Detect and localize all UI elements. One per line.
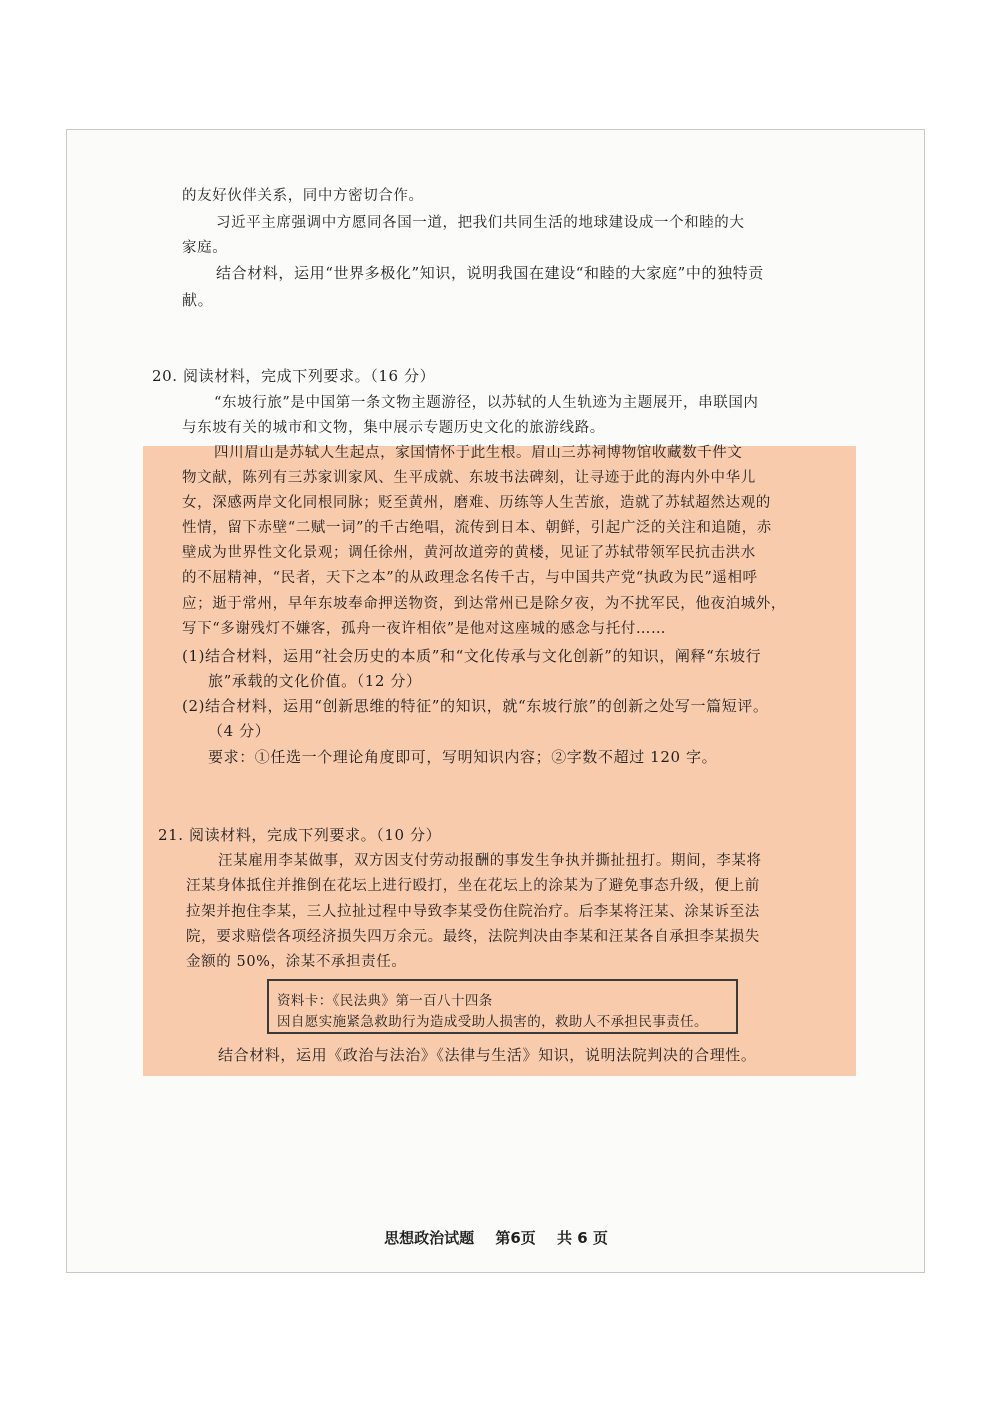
q20-title: 20. 阅读材料，完成下列要求。（16 分） bbox=[152, 367, 436, 385]
footer-total: 共 6 页 bbox=[557, 1229, 608, 1247]
q20-material-line: 物文献，陈列有三苏家训家风、生平成就、东坡书法碑刻，让寻迹于此的海内外中华儿 bbox=[182, 470, 756, 486]
page-footer bbox=[0, 1227, 992, 1248]
q20-material-line: 与东坡有关的城市和文物，集中展示专题历史文化的旅游线路。 bbox=[182, 420, 605, 436]
q20-material-line: 女，深感两岸文化同根同脉；贬至黄州，磨难、历练等人生苦旅，造就了苏轼超然达观的 bbox=[182, 495, 771, 511]
q20-material-line: 四川眉山是苏轼人生起点，家国情怀于此生根。眉山三苏祠博物馆收藏数千件文 bbox=[214, 445, 743, 461]
info-card bbox=[267, 979, 738, 1034]
top-question-line: 献。 bbox=[182, 291, 214, 309]
info-card-title: 资料卡：《民法典》第一百八十四条 bbox=[277, 993, 493, 1009]
q21-question: 结合材料，运用《政治与法治》《法律与生活》知识，说明法院判决的合理性。 bbox=[218, 1046, 757, 1064]
q21-material-line: 汪某身体抵住并推倒在花坛上进行殴打，坐在花坛上的涂某为了避免事态升级，便上前 bbox=[186, 878, 760, 894]
q20-material-line: 壁成为世界性文化景观；调任徐州，黄河故道旁的黄楼，见证了苏轼带领军民抗击洪水 bbox=[182, 545, 756, 561]
q21-material-line: 汪某雇用李某做事，双方因支付劳动报酬的事发生争执并撕扯扭打。期间，李某将 bbox=[218, 853, 762, 869]
top-question-line: 结合材料，运用“世界多极化”知识，说明我国在建设“和睦的大家庭”中的独特贡 bbox=[216, 264, 764, 282]
q21-material-line: 拉架并抱住李某，三人拉扯过程中导致李某受伤住院治疗。后李某将汪某、涂某诉至法 bbox=[186, 904, 760, 920]
footer-page: 第6页 bbox=[495, 1229, 536, 1247]
q20-material-line: “东坡行旅”是中国第一条文物主题游径，以苏轼的人生轨迹为主题展开，串联国内 bbox=[214, 395, 759, 411]
top-line: 习近平主席强调中方愿同各国一道，把我们共同生活的地球建设成一个和睦的大 bbox=[216, 215, 745, 231]
top-line: 家庭。 bbox=[182, 240, 228, 256]
footer-subject: 思想政治试题 bbox=[384, 1229, 475, 1247]
q21-material-line: 金额的 50%，涂某不承担责任。 bbox=[186, 954, 407, 970]
q20-material-line: 的不屈精神，“民者，天下之本”的从政理念名传千古，与中国共产党“执政为民”遥相呼 bbox=[182, 570, 758, 586]
q20-requirement: 要求：①任选一个理论角度即可，写明知识内容；②字数不超过 120 字。 bbox=[208, 748, 718, 766]
q21-title: 21. 阅读材料，完成下列要求。（10 分） bbox=[158, 826, 442, 844]
q20-sub2: (2)结合材料，运用“创新思维的特征”的知识，就“东坡行旅”的创新之处写一篇短评。 bbox=[182, 697, 769, 715]
q21-material-line: 院，要求赔偿各项经济损失四万余元。最终，法院判决由李某和汪某各自承担李某损失 bbox=[186, 929, 760, 945]
q20-material-line: 性情，留下赤壁“二赋一词”的千古绝唱，流传到日本、朝鲜，引起广泛的关注和追随，赤 bbox=[182, 520, 772, 536]
q20-sub1: 旅”承载的文化价值。（12 分） bbox=[208, 672, 422, 690]
top-line: 的友好伙伴关系，同中方密切合作。 bbox=[182, 188, 424, 204]
q20-material-line: 写下“多谢残灯不嫌客，孤舟一夜许相依”是他对这座城的感念与托付…… bbox=[182, 621, 667, 637]
q20-sub1: (1)结合材料，运用“社会历史的本质”和“文化传承与文化创新”的知识，阐释“东坡行 bbox=[182, 647, 762, 665]
q20-material-line: 应；逝于常州，早年东坡奉命押送物资，到达常州已是除夕夜，为不扰军民，他夜泊城外， bbox=[182, 596, 786, 612]
q20-sub2: （4 分） bbox=[208, 722, 271, 740]
info-card-text: 因自愿实施紧急救助行为造成受助人损害的，救助人不承担民事责任。 bbox=[277, 1014, 708, 1030]
